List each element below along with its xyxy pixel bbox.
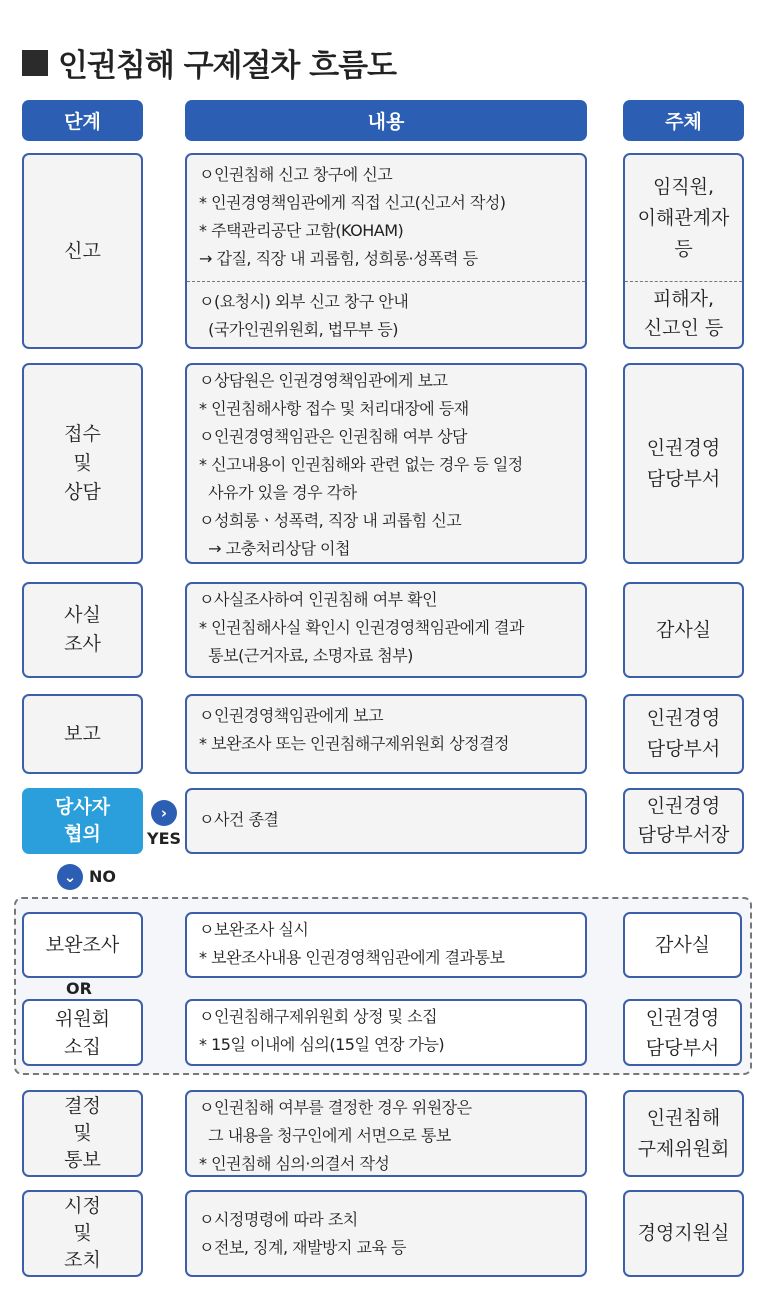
- content-line: * 보완조사내용 인권경영책임관에게 결과통보: [199, 948, 505, 967]
- actor-intake: 인권경영 담당부서: [623, 363, 744, 564]
- stage-investigation: 사실 조사: [22, 582, 143, 678]
- content-report-b: [187, 282, 585, 350]
- actor-decision: 인권침해 구제위원회: [623, 1090, 744, 1177]
- page-title: 인권침해 구제절차 흐름도: [22, 40, 396, 85]
- or-label: OR: [66, 979, 92, 998]
- content-consult: [185, 788, 587, 854]
- stage-report: 신고: [22, 153, 143, 349]
- header-content: 내용: [185, 100, 587, 141]
- content-line: * 보완조사 또는 인권침해구제위원회 상정결정: [199, 734, 510, 753]
- stage-supplement: 보완조사: [22, 912, 143, 978]
- content-line: * 주택관리공단 고함(KOHAM): [199, 221, 404, 240]
- stage-decision: 결정 및 통보: [22, 1090, 143, 1177]
- content-report-a: [187, 155, 585, 279]
- content-line: ㅇ인권침해 신고 창구에 신고: [199, 165, 393, 184]
- content-line: * 인권침해 심의·의결서 작성: [199, 1154, 390, 1173]
- actor-correction: 경영지원실: [623, 1190, 744, 1277]
- content-report: [185, 153, 587, 349]
- content-line: → 갑질, 직장 내 괴롭힘, 성희롱·성폭력 등: [199, 249, 478, 268]
- content-line: * 인권침해사항 접수 및 처리대장에 등재: [199, 399, 469, 418]
- content-line: ㅇ인권침해 여부를 결정한 경우 위원장은: [199, 1098, 472, 1117]
- no-label: NO: [89, 867, 116, 886]
- content-supplement: [185, 912, 587, 978]
- chevron-down-icon: ⌄: [57, 864, 83, 890]
- actor-report-a: 임직원, 이해관계자 등: [637, 175, 730, 260]
- content-intake: [185, 363, 587, 564]
- actor-committee: 인권경영 담당부서: [623, 999, 742, 1066]
- actor-report-b: 피해자, 신고인 등: [643, 288, 724, 339]
- content-decision: [185, 1090, 587, 1177]
- content-line: ㅇ사실조사하여 인권침해 여부 확인: [199, 590, 438, 609]
- actor-report: [623, 153, 744, 349]
- content-line: 통보(근거자료, 소명자료 첨부): [199, 646, 413, 665]
- content-line: ㅇ상담원은 인권경영책임관에게 보고: [199, 371, 448, 390]
- header-actor: 주체: [623, 100, 744, 141]
- content-line: ㅇ시정명령에 따라 조치: [199, 1210, 358, 1229]
- stage-intake: 접수 및 상담: [22, 363, 143, 564]
- header-stage: 단계: [22, 100, 143, 141]
- stage-consult: 당사자 협의: [22, 788, 143, 854]
- stage-committee: 위원회 소집: [22, 999, 143, 1066]
- actor-supplement: 감사실: [623, 912, 742, 978]
- actor-investigation: 감사실: [623, 582, 744, 678]
- content-line: ㅇ사건 종결: [199, 810, 279, 829]
- content-line: ㅇ인권경영책임관은 인권침해 여부 상담: [199, 427, 468, 446]
- content-line: * 인권경영책임관에게 직접 신고(신고서 작성): [199, 193, 506, 212]
- content-line: 그 내용을 청구인에게 서면으로 통보: [199, 1126, 451, 1145]
- chevron-right-icon: ›: [151, 800, 177, 826]
- square-bullet-icon: [22, 50, 48, 76]
- content-line: ㅇ보완조사 실시: [199, 920, 309, 939]
- content-line: → 고충처리상담 이첩: [199, 539, 350, 558]
- content-correction: [185, 1190, 587, 1277]
- content-line: 사유가 있을 경우 각하: [199, 483, 357, 502]
- yes-label: YES: [147, 829, 182, 848]
- actor-consult: 인권경영 담당부서장: [623, 788, 744, 854]
- content-line: ㅇ전보, 징계, 재발방지 교육 등: [199, 1238, 406, 1257]
- actor-reporting: 인권경영 담당부서: [623, 694, 744, 774]
- content-committee: [185, 999, 587, 1066]
- content-line: * 15일 이내에 심의(15일 연장 가능): [199, 1035, 445, 1054]
- content-line: * 인권침해사실 확인시 인권경영책임관에게 결과: [199, 618, 524, 637]
- content-line: ㅇ인권경영책임관에게 보고: [199, 706, 384, 725]
- content-line: ㅇ성희롱ㆍ성폭력, 직장 내 괴롭힘 신고: [199, 511, 462, 530]
- content-line: ㅇ인권침해구제위원회 상정 및 소집: [199, 1007, 438, 1026]
- content-reporting: [185, 694, 587, 774]
- content-line: * 신고내용이 인권침해와 관련 없는 경우 등 일정: [199, 455, 523, 474]
- stage-correction: 시정 및 조치: [22, 1190, 143, 1277]
- stage-reporting: 보고: [22, 694, 143, 774]
- content-line: ㅇ(요청시) 외부 신고 창구 안내: [199, 292, 409, 311]
- content-line: (국가인권위원회, 법무부 등): [199, 320, 398, 339]
- content-investigation: [185, 582, 587, 678]
